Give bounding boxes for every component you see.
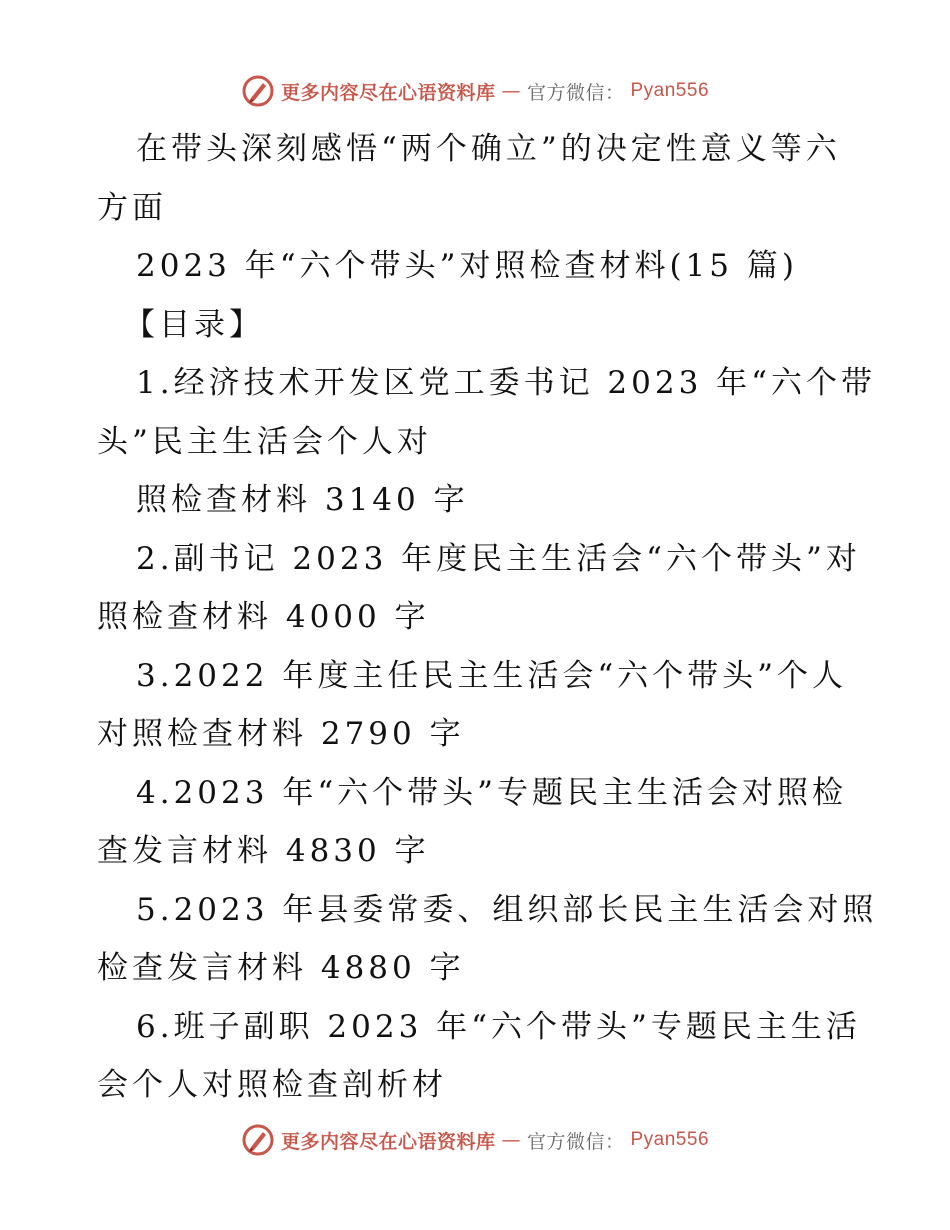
toc-heading: 【目录】 (124, 306, 264, 343)
pen-logo-icon (241, 74, 275, 108)
toc-item-continued: 查发言材料 4830 字 (97, 833, 430, 869)
toc-item: 3.2022 年度主任民主生活会“六个带头”个人 (136, 657, 848, 694)
watermark-dash: — (501, 80, 521, 102)
watermark-text: 更多内容尽在心语资料库 (280, 1130, 496, 1153)
toc-item-continued: 会个人对照检查剖析材 (97, 1067, 447, 1103)
watermark-banner-top (0, 71, 950, 111)
toc-item: 5.2023 年县委常委、组织部长民主生活会对照 (136, 891, 878, 928)
toc-item-continued: 照检查材料 3140 字 (136, 482, 469, 518)
toc-item: 2.副书记 2023 年度民主生活会“六个带头”对 (136, 540, 861, 577)
watermark-wechat-id: Pyan556 (630, 80, 710, 101)
toc-item-continued: 头”民主生活会个人对 (97, 423, 432, 460)
watermark-banner-bottom (0, 1120, 950, 1160)
doc-line: 在带头深刻感悟“两个确立”的决定性意义等六 (136, 131, 841, 167)
watermark-wechat-id: Pyan556 (630, 1129, 710, 1150)
pen-logo-icon (241, 1123, 275, 1157)
toc-item-continued: 照检查材料 4000 字 (97, 599, 430, 635)
doc-line: 方面 (97, 189, 167, 226)
watermark-wechat-label: 官方微信： (526, 81, 625, 104)
toc-item: 6.班子副职 2023 年“六个带头”专题民主生活 (136, 1008, 861, 1045)
toc-item: 4.2023 年“六个带头”专题民主生活会对照检 (136, 774, 848, 811)
watermark-text: 更多内容尽在心语资料库 (280, 81, 496, 104)
toc-item-continued: 对照检查材料 2790 字 (97, 716, 465, 752)
watermark-wechat-label: 官方微信： (526, 1130, 625, 1153)
document-body (97, 120, 878, 1115)
watermark-dash: — (501, 1129, 521, 1151)
toc-item: 1.经济技术开发区党工委书记 2023 年“六个带 (136, 365, 877, 401)
doc-subtitle: 2023 年“六个带头”对照检查材料(15 篇) (136, 248, 798, 284)
toc-item-continued: 检查发言材料 4880 字 (97, 950, 465, 986)
